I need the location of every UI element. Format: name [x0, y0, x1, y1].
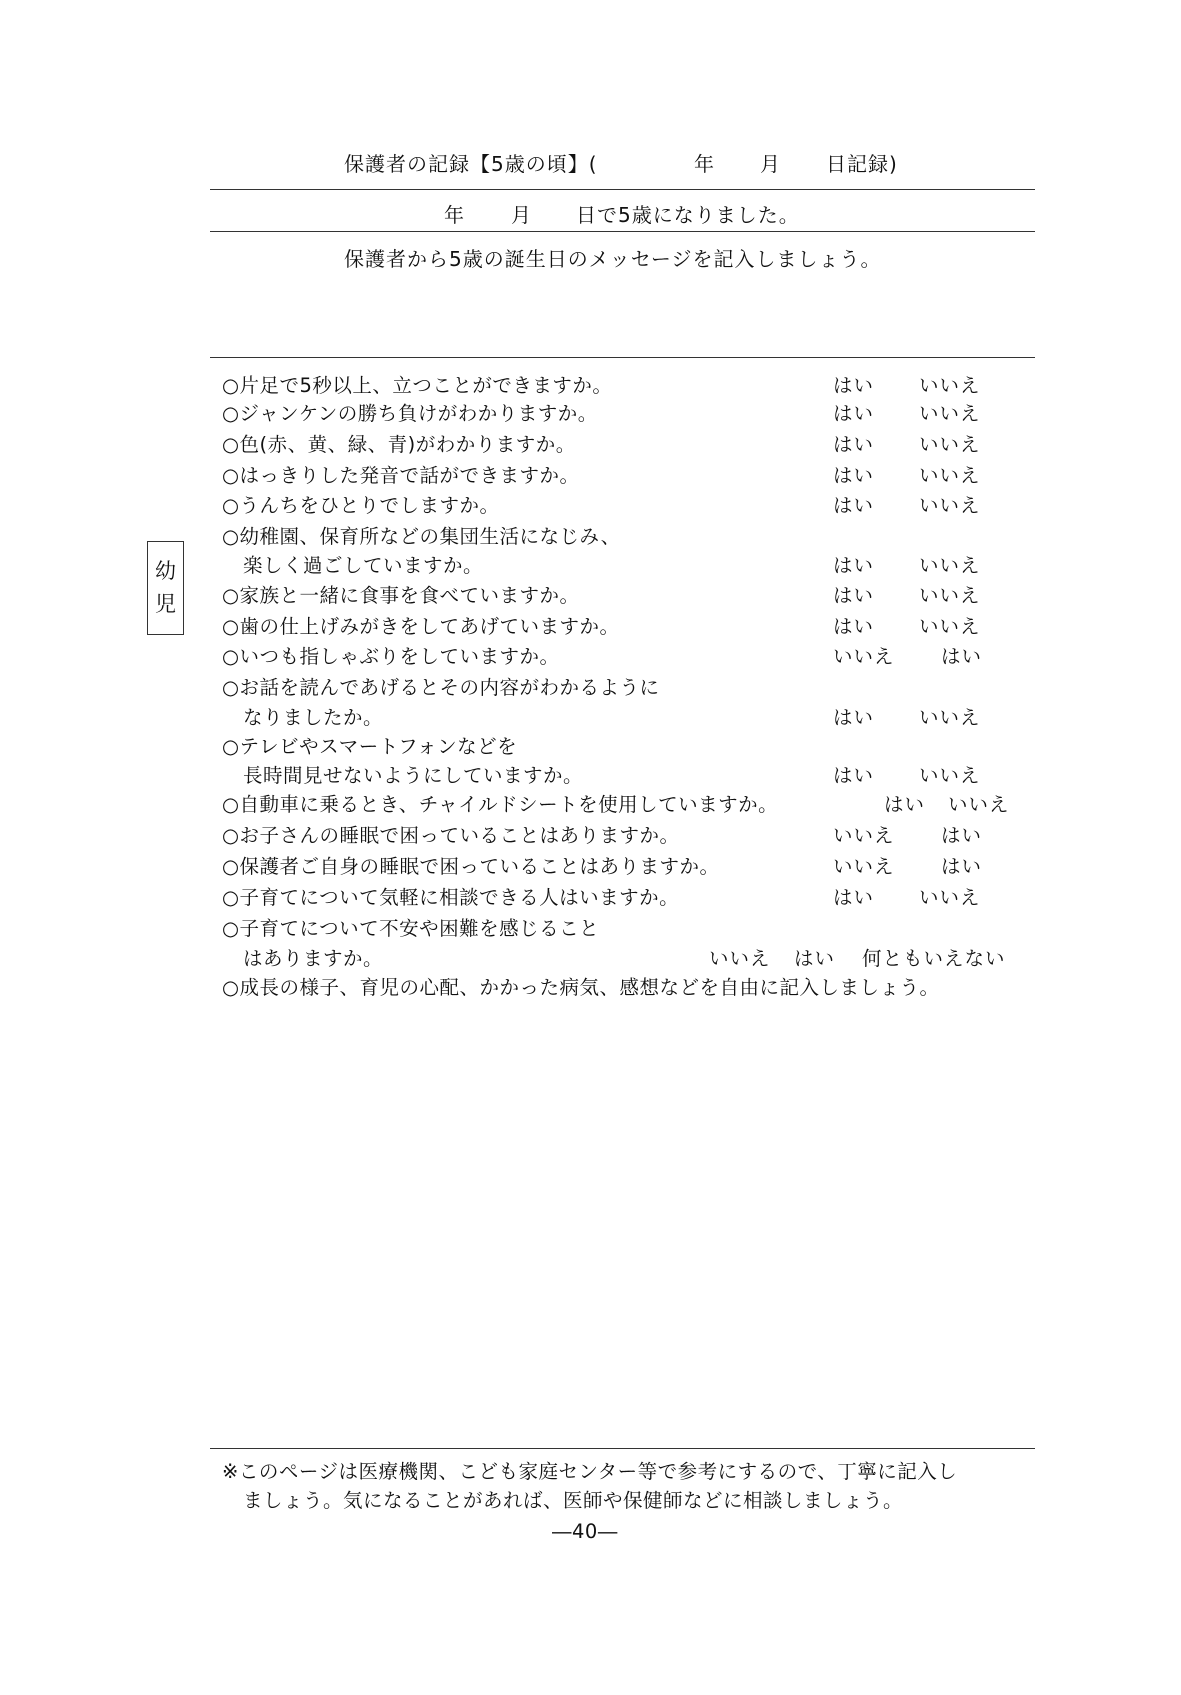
answer-option[interactable]: はい [794, 947, 836, 970]
answer-option[interactable]: はい [833, 584, 875, 607]
record-title: 保護者の記録【5歳の頃】( [344, 152, 598, 176]
answer-option[interactable]: いいえ [919, 374, 981, 397]
answer-option[interactable]: はい [833, 706, 875, 729]
answer-option[interactable]: いいえ [919, 433, 981, 456]
answer-option[interactable]: いいえ [919, 886, 981, 909]
question-line: ○色(赤、黄、緑、青)がわかりますか。 [222, 433, 576, 456]
question-line: ○うんちをひとりでしますか。 [222, 494, 500, 517]
answer-option[interactable]: はい [833, 764, 875, 787]
side-label-box [147, 541, 184, 635]
question-line: 長時間見せないようにしていますか。 [243, 764, 584, 787]
answer-option[interactable]: はい [833, 554, 875, 577]
question-line: ○ジャンケンの勝ち負けがわかりますか。 [222, 402, 598, 425]
answer-option[interactable]: はい [833, 615, 875, 638]
question-line: なりましたか。 [243, 706, 384, 729]
birthday-year-label: 年 [444, 203, 465, 227]
answer-option[interactable]: いいえ [948, 793, 1010, 816]
answer-option[interactable]: はい [833, 433, 875, 456]
answer-option[interactable]: いいえ [919, 402, 981, 425]
answer-option[interactable]: いいえ [919, 706, 981, 729]
footer-divider [210, 1448, 1035, 1449]
answer-option[interactable]: いいえ [919, 584, 981, 607]
question-line: ○歯の仕上げみがきをしてあげていますか。 [222, 615, 620, 638]
question-line: ○テレビやスマートフォンなどを [222, 735, 518, 758]
side-label-char-1: 幼 [155, 559, 176, 583]
answer-option[interactable]: はい [941, 645, 983, 668]
question-line: ○自動車に乗るとき、チャイルドシートを使用していますか。 [222, 793, 779, 816]
record-day-label: 日記録) [826, 152, 898, 176]
record-year-label: 年 [694, 152, 715, 176]
page-number: ―40― [552, 1520, 618, 1543]
free-writing-prompt: ○成長の様子、育児の心配、かかった病気、感想などを自由に記入しましょう。 [222, 976, 940, 999]
header-divider-1 [210, 189, 1035, 190]
footer-note-line-2: ましょう。気になることがあれば、医師や保健師などに相談しましょう。 [243, 1489, 904, 1512]
question-line: 楽しく過ごしていますか。 [243, 554, 484, 577]
question-line: ○幼稚園、保育所などの集団生活になじみ、 [222, 525, 621, 548]
answer-option[interactable]: はい [833, 464, 875, 487]
question-line: ○保護者ご自身の睡眠で困っていることはありますか。 [222, 855, 720, 878]
birthday-text: 日で5歳になりました。 [576, 203, 800, 227]
birthday-message-prompt: 保護者から5歳の誕生日のメッセージを記入しましょう。 [344, 247, 882, 271]
question-line: ○子育てについて気軽に相談できる人はいますか。 [222, 886, 680, 909]
question-line: ○はっきりした発音で話ができますか。 [222, 464, 580, 487]
header-divider-2 [210, 231, 1035, 232]
answer-option[interactable]: いいえ [833, 824, 895, 847]
answer-option[interactable]: いいえ [833, 645, 895, 668]
question-line: はありますか。 [243, 947, 384, 970]
free-writing-area[interactable] [210, 1005, 1035, 1435]
question-line: ○お子さんの睡眠で困っていることはありますか。 [222, 824, 680, 847]
question-line: ○いつも指しゃぶりをしていますか。 [222, 645, 560, 668]
answer-option[interactable]: はい [941, 855, 983, 878]
answer-option[interactable]: いいえ [919, 615, 981, 638]
answer-option[interactable]: はい [884, 793, 926, 816]
answer-option[interactable]: いいえ [919, 464, 981, 487]
record-month-label: 月 [760, 152, 781, 176]
answer-option[interactable]: はい [833, 494, 875, 517]
answer-option[interactable]: いいえ [919, 494, 981, 517]
answer-option[interactable]: はい [833, 402, 875, 425]
question-line: ○家族と一緒に食事を食べていますか。 [222, 584, 580, 607]
answer-option[interactable]: 何ともいえない [862, 947, 1006, 970]
birthday-month-label: 月 [511, 203, 532, 227]
answer-option[interactable]: いいえ [709, 947, 771, 970]
answer-option[interactable]: いいえ [833, 855, 895, 878]
answer-option[interactable]: はい [941, 824, 983, 847]
footer-note-line-1: ※このページは医療機関、こども家庭センター等で参考にするので、丁寧に記入し [222, 1460, 958, 1483]
side-label-char-2: 児 [155, 592, 176, 616]
message-area-divider [210, 357, 1035, 358]
question-line: ○子育てについて不安や困難を感じること [222, 917, 600, 940]
question-line: ○お話を読んであげるとその内容がわかるように [222, 676, 660, 699]
answer-option[interactable]: いいえ [919, 764, 981, 787]
answer-option[interactable]: いいえ [919, 554, 981, 577]
answer-option[interactable]: はい [833, 886, 875, 909]
answer-option[interactable]: はい [833, 374, 875, 397]
question-line: ○片足で5秒以上、立つことができますか。 [222, 374, 613, 397]
